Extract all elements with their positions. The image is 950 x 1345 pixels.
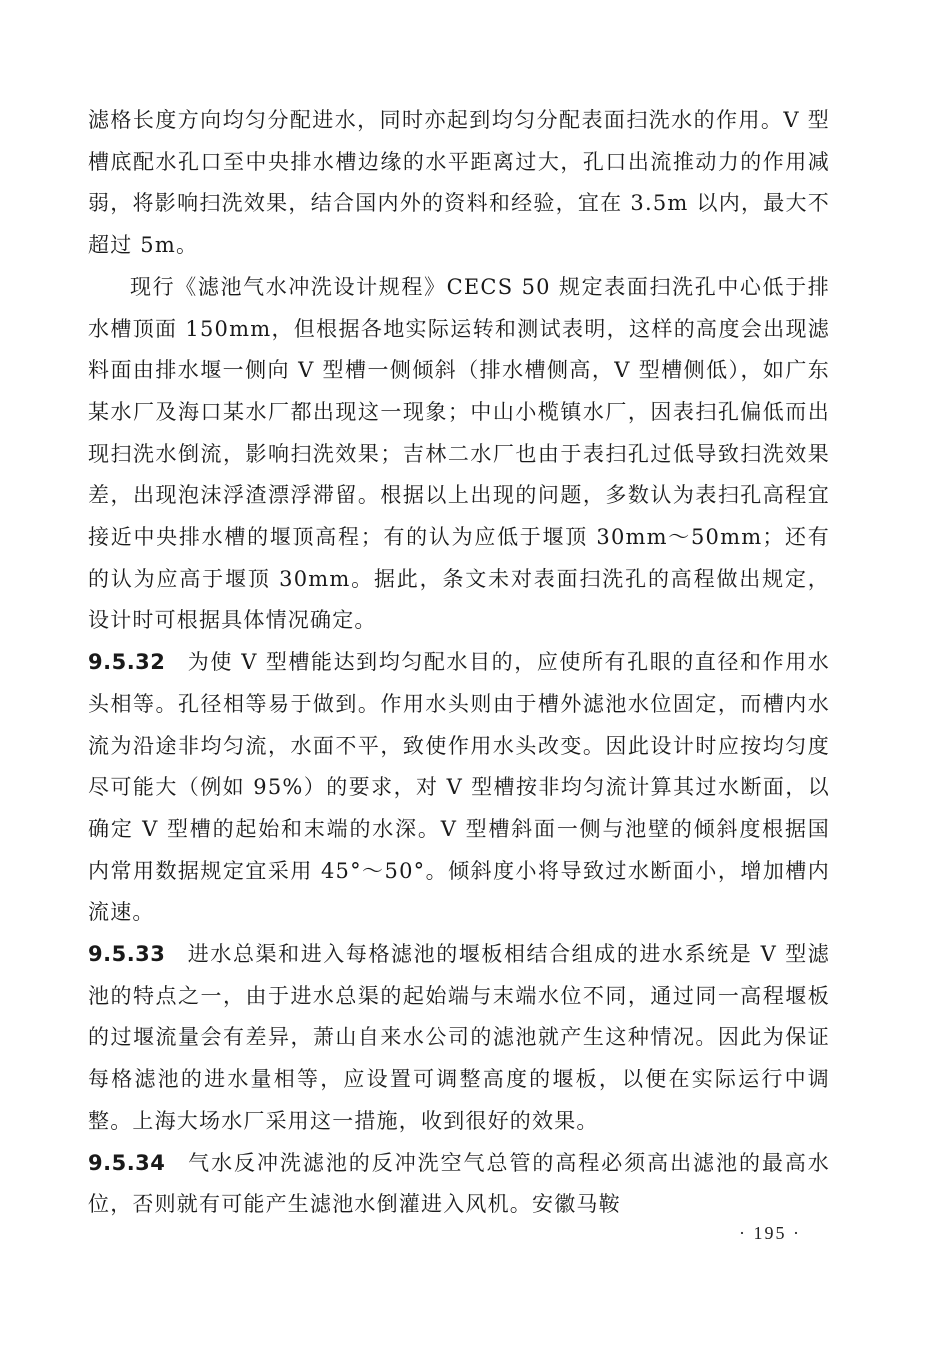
clause-number: 9.5.33 xyxy=(88,942,166,967)
body-text xyxy=(88,100,830,1226)
clause-9-5-34 xyxy=(88,1143,830,1226)
paragraph-text: 现行《滤池气水冲洗设计规程》CECS 50 规定表面扫洗孔中心低于排水槽顶面 150mm，但根据各地实际运转和测试表明，这样的高度会出现滤料面由排水堰一侧向 V 型槽一侧倾斜（排水槽侧高，V 型槽侧低），如广东某水厂及海口某水厂都出现这一现象；中山小榄镇水厂，因表扫孔偏低而出现扫洗水倒流，影响扫洗效果；吉林二水厂也由于表扫孔过低导致扫洗效果差，出现泡沫浮渣漂浮滞留。根据以上出现的问题，多数认为表扫孔高程宜接近中央排水槽的堰顶高程；有的认为应低于堰顶 30mm～50mm；还有的认为应高于堰顶 30mm。据此，条文未对表面扫洗孔的高程做出规定，设计时可根据具体情况确定。 xyxy=(88,274,830,633)
clause-9-5-32 xyxy=(88,642,830,934)
clause-number: 9.5.34 xyxy=(88,1150,166,1175)
paragraph-text: 滤格长度方向均匀分配进水，同时亦起到均匀分配表面扫洗水的作用。V 型槽底配水孔口至中央排水槽边缘的水平距离过大，孔口出流推动力的作用减弱，将影响扫洗效果，结合国内外的资料和经验，宜在 3.5m 以内，最大不超过 5m。 xyxy=(88,108,830,258)
clause-text: 为使 V 型槽能达到均匀配水目的，应使所有孔眼的直径和作用水头相等。孔径相等易于做到。作用水头则由于槽外滤池水位固定，而槽内水流为沿途非均匀流，水面不平，致使作用水头改变。因此设计时应按均匀度尽可能大（例如 95%）的要求，对 V 型槽按非均匀流计算其过水断面，以确定 V 型槽的起始和末端的水深。V 型槽斜面一侧与池壁的倾斜度根据国内常用数据规定宜采用 45°～50°。倾斜度小将导致过水断面小，增加槽内流速。 xyxy=(88,650,830,925)
paragraph-continued xyxy=(88,100,830,267)
page-number: · 195 · xyxy=(739,1223,801,1243)
clause-text: 进水总渠和进入每格滤池的堰板相结合组成的进水系统是 V 型滤池的特点之一，由于进水总渠的起始端与末端水位不同，通过同一高程堰板的过堰流量会有差异，萧山自来水公司的滤池就产生这种情况。因此为保证每格滤池的进水量相等，应设置可调整高度的堰板，以便在实际运行中调整。上海大场水厂采用这一措施，收到很好的效果。 xyxy=(88,942,830,1133)
clause-9-5-33 xyxy=(88,934,830,1143)
paragraph-cecs-standard xyxy=(88,267,830,642)
clause-text: 气水反冲洗滤池的反冲洗空气总管的高程必须高出滤池的最高水位，否则就有可能产生滤池水倒灌进入风机。安徽马鞍 xyxy=(88,1150,830,1217)
clause-number: 9.5.32 xyxy=(88,650,166,675)
